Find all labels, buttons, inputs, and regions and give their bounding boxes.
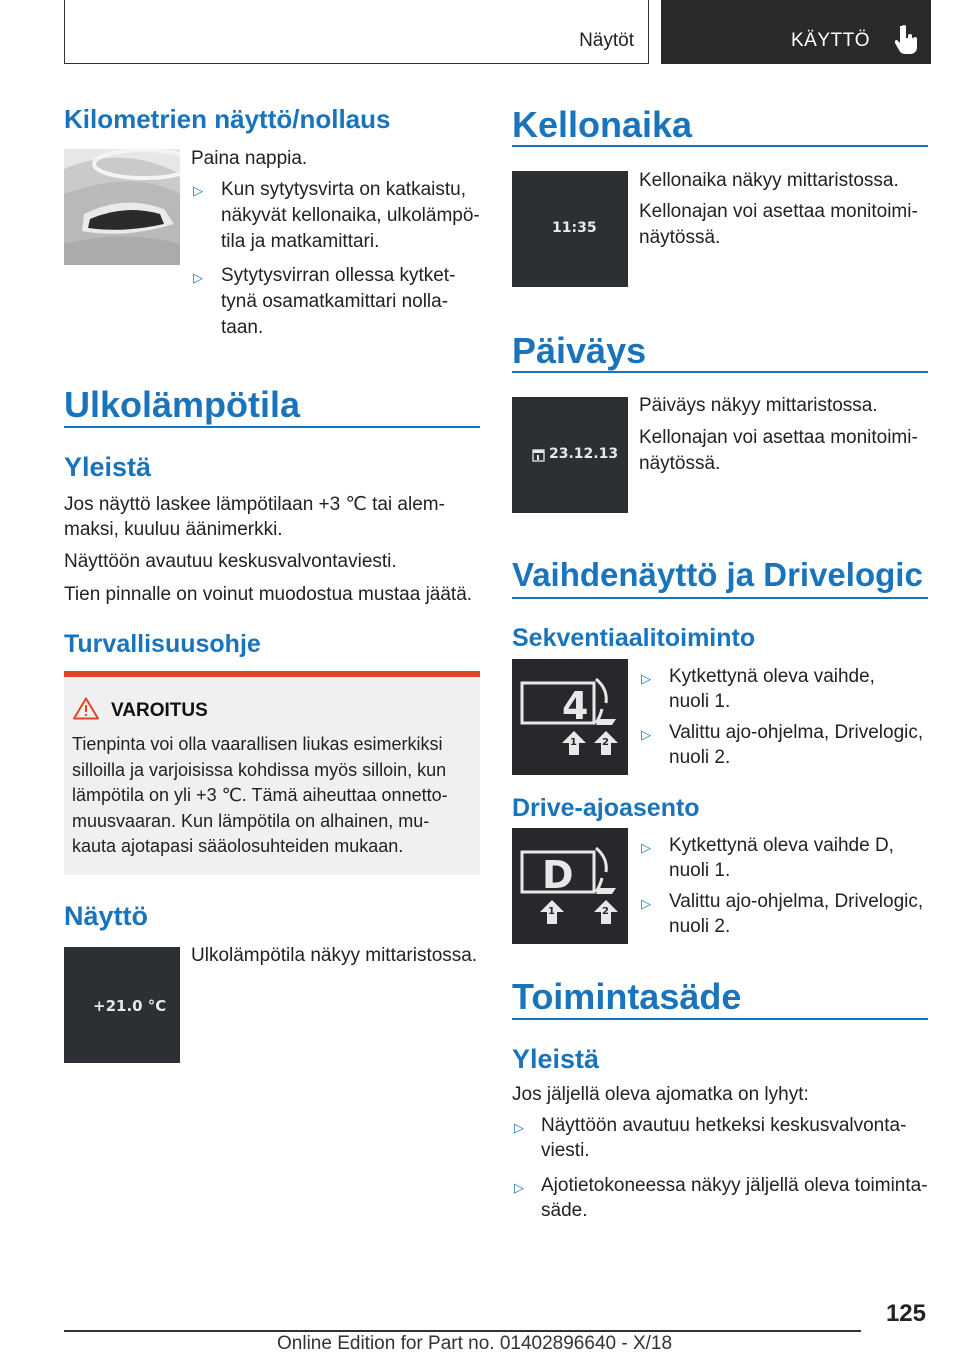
warning-title: VAROITUS <box>111 700 208 721</box>
gear-readout: 4 <box>562 684 589 728</box>
km-bullet-2-line-2: tynä osamatkamittari nolla- <box>221 291 449 312</box>
toim-bullet-1-line-2: viesti. <box>541 1140 590 1161</box>
sek-bullet-1-line-2: nuoli 1. <box>669 691 731 712</box>
date-readout: 23.12.13 <box>549 446 619 462</box>
warning-line-1: Tienpinta voi olla vaarallisen liukas esimerkiksi <box>72 734 443 754</box>
arrow-2-label: 2 <box>602 906 609 917</box>
header-section-title: Näytöt <box>579 30 634 51</box>
sek-bullet-1-line-1: Kytkettynä oleva vaihde, <box>669 666 875 687</box>
hand-pointer-icon <box>893 24 919 54</box>
header-section-box <box>64 0 649 64</box>
heading-vaihdenaytto: Vaihdenäyttö ja Drivelogic <box>512 556 923 593</box>
naytto-text: Ulkolämpötila näkyy mittaristossa. <box>191 945 478 966</box>
heading-kellonaika: Kellonaika <box>512 104 693 145</box>
kello-line-1: Kellonaika näkyy mittaristossa. <box>639 170 899 191</box>
heading-drive-ajoasento: Drive-ajoasento <box>512 794 700 822</box>
heading-rule <box>512 145 928 147</box>
date-display-image <box>512 397 628 513</box>
km-bullet-1-line-2: näkyvät kellonaika, ulkolämpö- <box>221 205 480 226</box>
warning-triangle-icon <box>73 697 99 720</box>
triangle-right-icon: ▷ <box>514 1180 524 1195</box>
heading-paivays: Päiväys <box>512 330 647 371</box>
paivays-line-3: näytössä. <box>639 453 721 474</box>
warning-line-2: silloilla ja varjoisissa kohdissa myös silloin, kun <box>72 759 447 780</box>
temperature-readout: +21.0 °C <box>93 997 167 1015</box>
triangle-right-icon: ▷ <box>641 671 651 686</box>
heading-rule <box>512 371 928 373</box>
temperature-display-image <box>64 947 180 1063</box>
clock-readout: 11:35 <box>552 220 597 236</box>
drive-gear-image <box>512 828 628 944</box>
triangle-right-icon: ▷ <box>193 270 203 285</box>
arrow-1-label: 1 <box>570 737 577 748</box>
heading-naytto: Näyttö <box>64 901 149 931</box>
heading-sekventiaalitoiminto: Sekventiaalitoiminto <box>512 624 756 652</box>
heading-rule <box>512 1018 928 1020</box>
clock-display-image <box>512 171 628 287</box>
triangle-right-icon: ▷ <box>641 727 651 742</box>
heading-yleista-2: Yleistä <box>512 1044 600 1074</box>
km-bullet-2-line-3: taan. <box>221 317 264 338</box>
warning-line-5: kauta ajotapasi sääolosuhteiden mukaan. <box>72 836 404 856</box>
heading-toimintasade: Toimintasäde <box>512 976 742 1017</box>
triangle-right-icon: ▷ <box>641 896 651 911</box>
yleista-line-1: Jos näyttö laskee lämpötilaan +3 ℃ tai alem- <box>64 494 445 515</box>
heading-yleista: Yleistä <box>64 452 152 482</box>
drive-bullet-1-line-2: nuoli 1. <box>669 860 731 881</box>
kello-line-3: näytössä. <box>639 227 721 248</box>
yleista-line-3: Näyttöön avautuu keskusvalvontaviesti. <box>64 551 397 572</box>
km-intro: Paina nappia. <box>191 148 308 169</box>
header-chapter-title: KÄYTTÖ <box>791 30 871 51</box>
sequential-gear-image <box>512 659 628 775</box>
paivays-line-2: Kellonajan voi asettaa monitoimi- <box>639 427 918 448</box>
footer-rule <box>64 1330 861 1332</box>
footer-edition: Online Edition for Part no. 01402896640 - X/18 <box>277 1333 673 1354</box>
warning-line-3: lämpötila on yli +3 ℃. Tämä aiheuttaa onnetto- <box>72 785 448 805</box>
drive-bullet-1-line-1: Kytkettynä oleva vaihde D, <box>669 835 894 856</box>
triangle-right-icon: ▷ <box>641 840 651 855</box>
triangle-right-icon: ▷ <box>193 183 203 198</box>
toim-bullet-2-line-2: säde. <box>541 1200 588 1221</box>
kello-line-2: Kellonajan voi asettaa monitoimi- <box>639 201 918 222</box>
calendar-icon <box>532 448 545 462</box>
km-bullet-2-line-1: Sytytysvirran ollessa kytket- <box>221 265 456 286</box>
toim-bullet-2-line-1: Ajotietokoneessa näkyy jäljellä oleva toiminta- <box>541 1175 928 1196</box>
warning-line-4: muusvaaran. Kun lämpötila on alhainen, mu- <box>72 810 430 831</box>
drive-bullet-2-line-1: Valittu ajo-ohjelma, Drivelogic, <box>669 891 924 912</box>
triangle-right-icon: ▷ <box>514 1120 524 1135</box>
warning-text <box>72 732 472 860</box>
sek-bullet-2-line-1: Valittu ajo-ohjelma, Drivelogic, <box>669 722 924 743</box>
page-number: 125 <box>885 1300 926 1327</box>
heading-turvallisuusohje: Turvallisuusohje <box>64 630 261 658</box>
reset-button-photo <box>64 149 180 265</box>
arrow-2-label: 2 <box>602 737 609 748</box>
yleista-line-4: Tien pinnalle on voinut muodostua mustaa jäätä. <box>64 584 473 605</box>
toim-intro: Jos jäljellä oleva ajomatka on lyhyt: <box>512 1084 809 1105</box>
km-bullet-1-line-1: Kun sytytysvirta on katkaistu, <box>221 179 466 200</box>
km-bullet-1-line-3: tila ja matkamittari. <box>221 231 380 252</box>
arrow-1-label: 1 <box>548 906 555 917</box>
gear-readout: D <box>542 853 574 897</box>
toim-bullet-1-line-1: Näyttöön avautuu hetkeksi keskusvalvonta- <box>541 1115 907 1136</box>
heading-ulkolampotila: Ulkolämpötila <box>64 384 301 425</box>
heading-kilometrien: Kilometrien näyttö/nollaus <box>64 104 391 134</box>
sek-bullet-2-line-2: nuoli 2. <box>669 747 731 768</box>
header-chapter-box <box>661 0 931 64</box>
heading-rule <box>512 597 928 599</box>
yleista-line-2: maksi, kuuluu äänimerkki. <box>64 519 283 540</box>
drive-bullet-2-line-2: nuoli 2. <box>669 916 731 937</box>
heading-rule <box>64 426 480 428</box>
paivays-line-1: Päiväys näkyy mittaristossa. <box>639 395 878 416</box>
